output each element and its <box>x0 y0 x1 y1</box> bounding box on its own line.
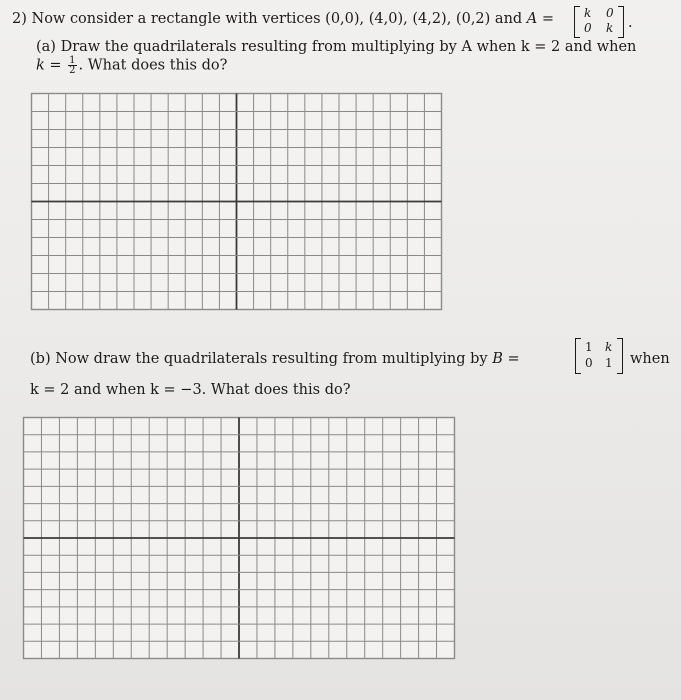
matrix-b-cell: k <box>605 340 613 354</box>
equals-sign-b: = <box>507 351 520 367</box>
graph-grid-b[interactable] <box>22 416 456 660</box>
part-a-question: . What does this do? <box>78 57 228 74</box>
matrix-a-cell: k <box>584 6 592 20</box>
matrix-b <box>575 338 623 372</box>
part-b-when: when <box>630 351 670 367</box>
part-a-k-equals: k = <box>36 57 62 74</box>
fraction-denominator: 2 <box>69 65 76 76</box>
matrix-b-right-bracket <box>617 338 623 374</box>
one-half-fraction <box>68 56 76 75</box>
matrix-a <box>574 6 624 36</box>
part-a-line2 <box>36 56 227 75</box>
part-b-line1 <box>30 350 520 368</box>
graph-grid-b-svg[interactable] <box>22 416 456 660</box>
matrix-b-cell: 0 <box>585 356 593 370</box>
part-b-line2: k = 2 and when k = −3. What does this do? <box>30 382 351 398</box>
part-b-text: Now draw the quadrilaterals resulting from multiplying by <box>55 351 488 367</box>
part-b-label: (b) <box>30 351 51 367</box>
part-a-line1 <box>36 38 636 56</box>
matrix-b-name: B <box>492 351 503 367</box>
problem-number: 2) <box>12 11 27 27</box>
matrix-a-cell: 0 <box>584 21 592 35</box>
matrix-a-right-bracket <box>618 6 624 38</box>
problem-intro-text: Now consider a rectangle with vertices (0,0), (4,0), (4,2), (0,2) and <box>31 11 523 27</box>
matrix-b-cell: 1 <box>585 340 593 354</box>
part-a-text: Draw the quadrilaterals resulting from multiplying by A when k = 2 and when <box>60 39 637 55</box>
intro-period: . <box>628 15 633 31</box>
equals-sign-a: = <box>541 11 555 27</box>
matrix-a-cell: 0 <box>606 6 614 20</box>
part-a-label: (a) <box>36 39 56 55</box>
graph-grid-a[interactable] <box>30 92 443 311</box>
fraction-numerator: 1 <box>69 55 76 66</box>
matrix-a-cell: k <box>606 21 614 35</box>
problem-intro <box>12 10 554 28</box>
matrix-b-left-bracket <box>575 338 581 374</box>
matrix-a-name: A <box>526 11 538 27</box>
graph-grid-a-svg[interactable] <box>30 92 443 311</box>
matrix-b-cell: 1 <box>605 356 613 370</box>
matrix-a-left-bracket <box>574 6 580 38</box>
